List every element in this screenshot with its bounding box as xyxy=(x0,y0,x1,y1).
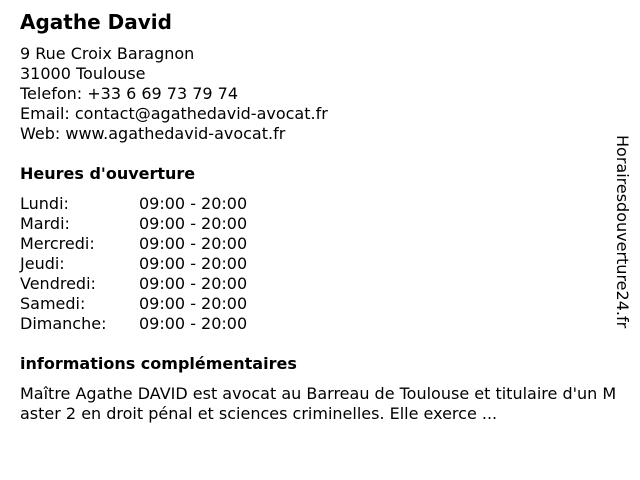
info-heading: informations complémentaires xyxy=(20,354,297,373)
website-line: Web: www.agathedavid-avocat.fr xyxy=(20,124,286,143)
time-range: 09:00 - 20:00 xyxy=(139,234,248,253)
day-label: Samedi: xyxy=(20,294,86,313)
contact-block xyxy=(20,44,328,144)
hours-row-saturday xyxy=(20,294,247,314)
business-name: Agathe David xyxy=(20,10,172,34)
time-range: 09:00 - 20:00 xyxy=(139,214,248,233)
site-watermark: Horairesdouverture24.fr xyxy=(613,135,632,329)
time-range: 09:00 - 20:00 xyxy=(139,294,248,313)
hours-row-sunday xyxy=(20,314,247,334)
description-text: Maître Agathe DAVID est avocat au Barreau de Toulouse et titulaire d'un Master 2 en droit pénal et sciences criminelles. Elle exerce ... xyxy=(20,384,617,423)
phone-line: Telefon: +33 6 69 73 79 74 xyxy=(20,84,239,103)
time-range: 09:00 - 20:00 xyxy=(139,254,248,273)
time-range: 09:00 - 20:00 xyxy=(139,194,248,213)
city-postcode: 31000 Toulouse xyxy=(20,64,146,83)
day-label: Jeudi: xyxy=(20,254,65,273)
day-label: Lundi: xyxy=(20,194,69,213)
time-range: 09:00 - 20:00 xyxy=(139,274,248,293)
street-address: 9 Rue Croix Baragnon xyxy=(20,44,195,63)
email-line: Email: contact@agathedavid-avocat.fr xyxy=(20,104,328,123)
opening-hours-list xyxy=(20,194,247,334)
day-label: Dimanche: xyxy=(20,314,107,333)
day-label: Mercredi: xyxy=(20,234,95,253)
hours-row-thursday xyxy=(20,254,247,274)
hours-row-wednesday xyxy=(20,234,247,254)
hours-row-tuesday xyxy=(20,214,247,234)
day-label: Mardi: xyxy=(20,214,70,233)
time-range: 09:00 - 20:00 xyxy=(139,314,248,333)
hours-heading: Heures d'ouverture xyxy=(20,164,196,183)
hours-row-monday xyxy=(20,194,247,214)
hours-row-friday xyxy=(20,274,247,294)
day-label: Vendredi: xyxy=(20,274,96,293)
